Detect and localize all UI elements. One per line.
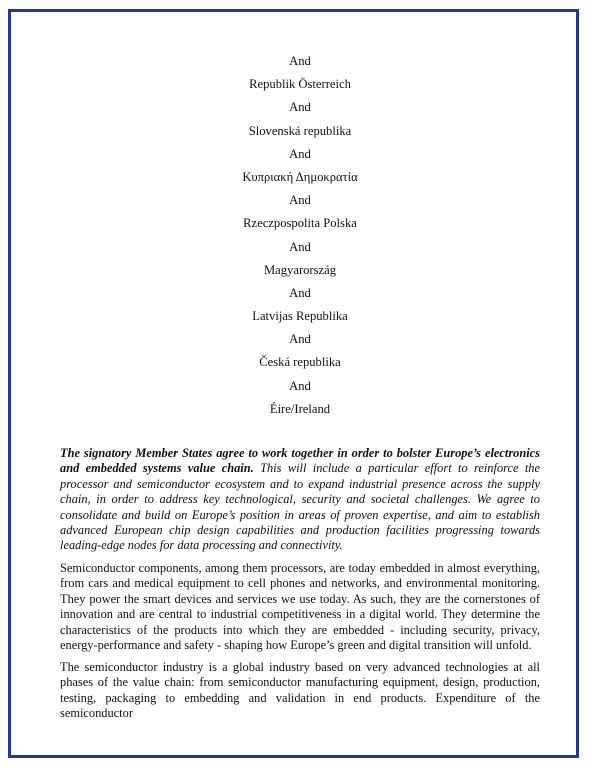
signatory-line: Éire/Ireland [269,401,331,416]
signatory-line: And [289,146,311,161]
intro-rest: This will include a particular effort to reinforce the processor and semiconductor ecosystem and to expand industrial presence across the supply chain, in order to address key technological, security and societal challenges. We agree to consolidate and build on Europe’s position in areas of proven expertise, and aim to establish advanced European chip design capabilities and production facilities progressing towards leading-edge nodes for data processing and connectivity. [60,461,540,553]
intro-bold-lead: The signatory Member States agree to work together in order to bolster Europe’s electronics and embedded systems value chain. [60,446,540,476]
signatory-line: And [289,54,311,68]
intro-paragraph [60,446,540,554]
signatory-line: And [289,378,311,393]
signatory-line: And [289,285,311,300]
signatory-line: Latvijas Republika [252,309,348,324]
signatory-line: And [289,100,311,115]
signatory-line: Rzeczpospolita Polska [243,216,357,231]
signatory-line: Κυπριακή Δημοκρατία [242,169,358,184]
signatory-line: And [289,239,311,254]
signatory-line: And [289,332,311,347]
signatory-line: Magyarország [263,262,337,277]
signatory-line: Republik Österreich [249,77,351,92]
signatory-line: Slovenská republika [248,123,352,138]
body-paragraph-semiconductor-industry: The semiconductor industry is a global industry based on very advanced technologies at all phases of the value chain: from semiconductor manufacturing equipment, design, production, testing, packaging to embedding and validation in end products. Expenditure of the semiconductor [60,660,540,721]
signatory-list [60,50,540,421]
signatory-line: Česká republika [259,355,341,370]
body-paragraph-semiconductor-components: Semiconductor components, among them processors, are today embedded in almost everything, from cars and medical equipment to cell phones and networks, and environmental monitoring. They power the smart devices and services we use today. As such, they are the cornerstones of innovation and are central to industrial competitiveness in a digital world. They determine the characteristics of the products into which they are embedded - including security, privacy, energy-performance and safety - shaping how Europe’s green and digital transition will unfold. [60,561,540,653]
signatory-line: And [289,193,311,208]
